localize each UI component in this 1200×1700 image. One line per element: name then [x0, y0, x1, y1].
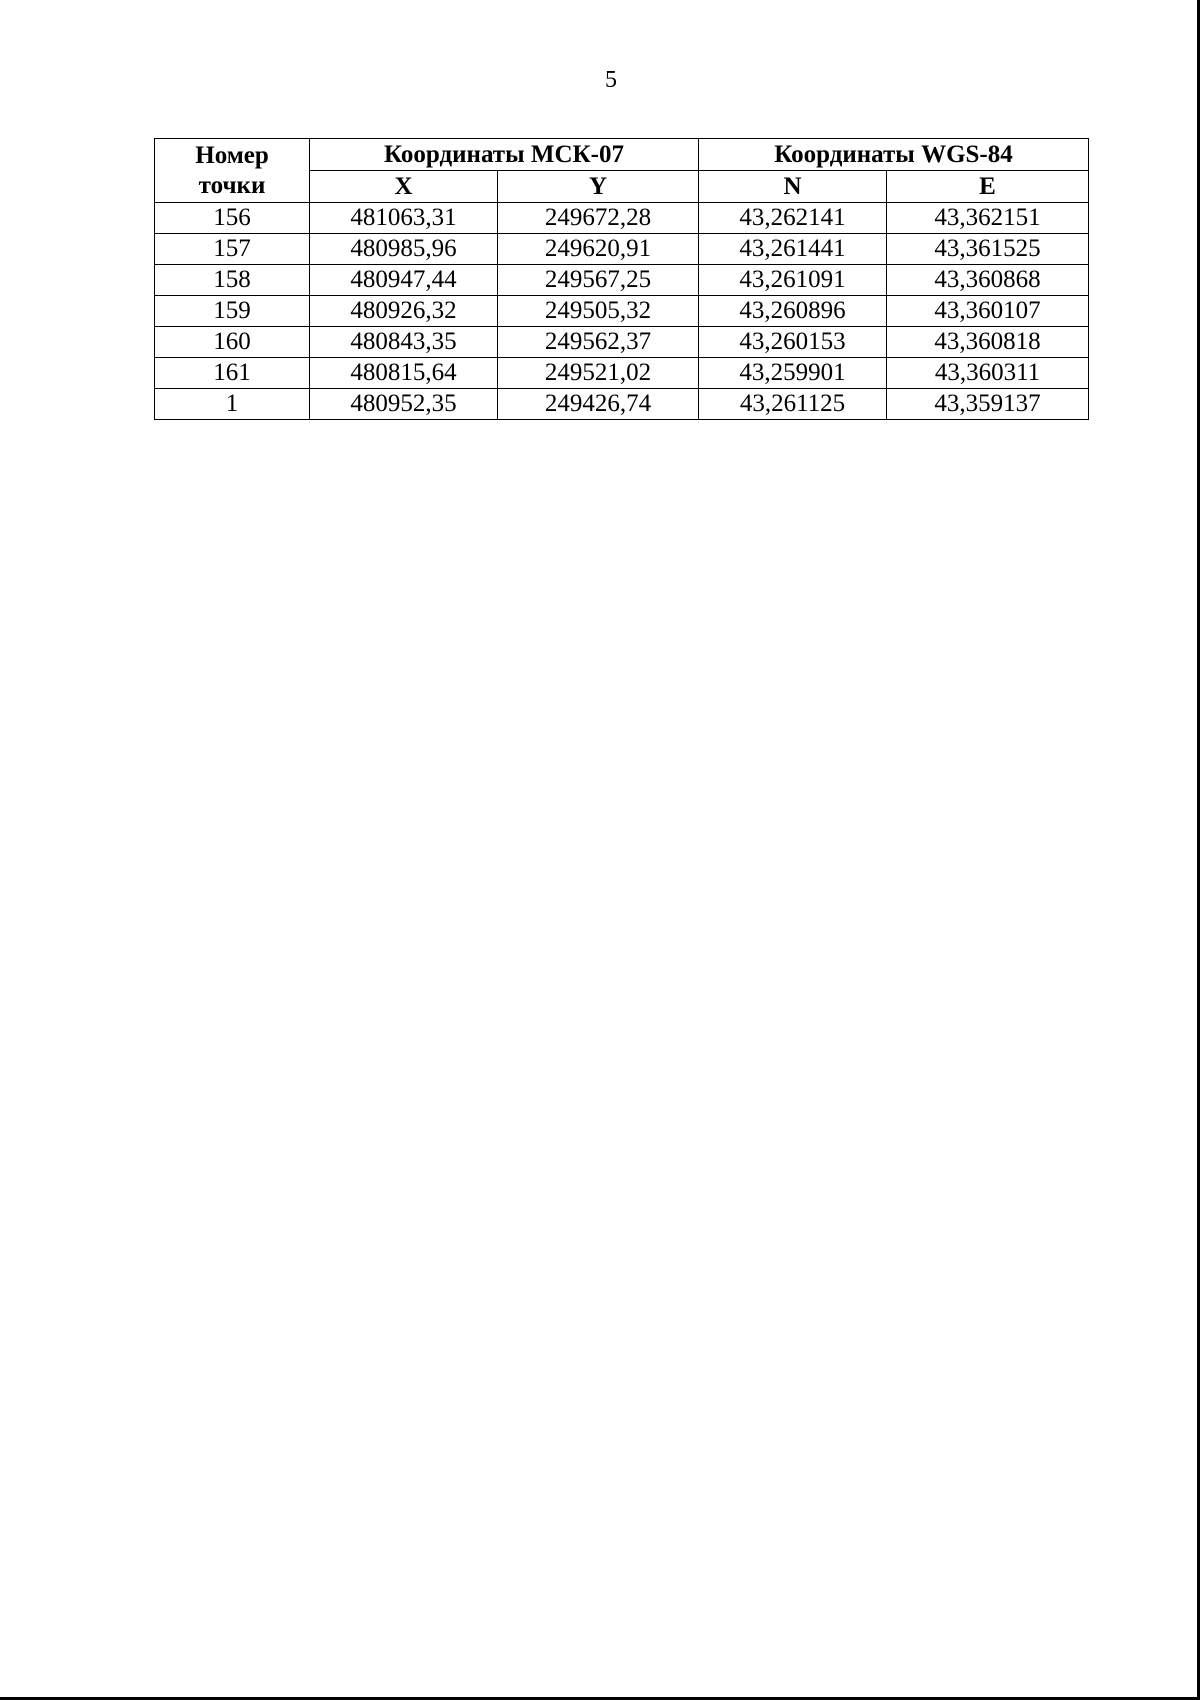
- e-cell: 43,359137: [887, 389, 1089, 420]
- table-row: [155, 265, 1089, 296]
- x-column-header: X: [310, 171, 498, 203]
- table-row: [155, 327, 1089, 358]
- point-number-header-line1: Номер: [195, 141, 269, 169]
- point-number-cell: 161: [155, 358, 310, 389]
- n-cell: 43,261091: [699, 265, 887, 296]
- n-cell: 43,260896: [699, 296, 887, 327]
- y-cell: 249620,91: [498, 234, 699, 265]
- point-number-cell: 1: [155, 389, 310, 420]
- point-number-cell: 159: [155, 296, 310, 327]
- table-row: [155, 234, 1089, 265]
- point-number-header: [155, 139, 310, 203]
- x-cell: 480985,96: [310, 234, 498, 265]
- x-cell: 480926,32: [310, 296, 498, 327]
- n-cell: 43,261441: [699, 234, 887, 265]
- y-cell: 249562,37: [498, 327, 699, 358]
- page-number: 5: [605, 67, 617, 93]
- x-cell: 481063,31: [310, 203, 498, 234]
- e-cell: 43,361525: [887, 234, 1089, 265]
- table-row: [155, 203, 1089, 234]
- e-cell: 43,360868: [887, 265, 1089, 296]
- e-cell: 43,362151: [887, 203, 1089, 234]
- y-cell: 249505,32: [498, 296, 699, 327]
- e-cell: 43,360311: [887, 358, 1089, 389]
- table-row: [155, 358, 1089, 389]
- e-cell: 43,360818: [887, 327, 1089, 358]
- e-column-header: E: [887, 171, 1089, 203]
- x-cell: 480843,35: [310, 327, 498, 358]
- point-number-cell: 160: [155, 327, 310, 358]
- point-number-cell: 157: [155, 234, 310, 265]
- point-number-cell: 158: [155, 265, 310, 296]
- x-cell: 480947,44: [310, 265, 498, 296]
- n-cell: 43,260153: [699, 327, 887, 358]
- y-cell: 249521,02: [498, 358, 699, 389]
- table-body: [155, 203, 1089, 420]
- table-header-row: [155, 139, 1089, 171]
- msk-coordinates-header: Координаты МСК-07: [310, 139, 699, 171]
- point-number-header-line2: точки: [198, 171, 266, 199]
- n-cell: 43,262141: [699, 203, 887, 234]
- y-cell: 249567,25: [498, 265, 699, 296]
- x-cell: 480815,64: [310, 358, 498, 389]
- table-row: [155, 389, 1089, 420]
- n-column-header: N: [699, 171, 887, 203]
- x-cell: 480952,35: [310, 389, 498, 420]
- n-cell: 43,261125: [699, 389, 887, 420]
- point-number-cell: 156: [155, 203, 310, 234]
- table-row: [155, 296, 1089, 327]
- n-cell: 43,259901: [699, 358, 887, 389]
- y-cell: 249426,74: [498, 389, 699, 420]
- y-column-header: Y: [498, 171, 699, 203]
- coordinates-table: [154, 138, 1089, 420]
- wgs-coordinates-header: Координаты WGS-84: [699, 139, 1089, 171]
- y-cell: 249672,28: [498, 203, 699, 234]
- e-cell: 43,360107: [887, 296, 1089, 327]
